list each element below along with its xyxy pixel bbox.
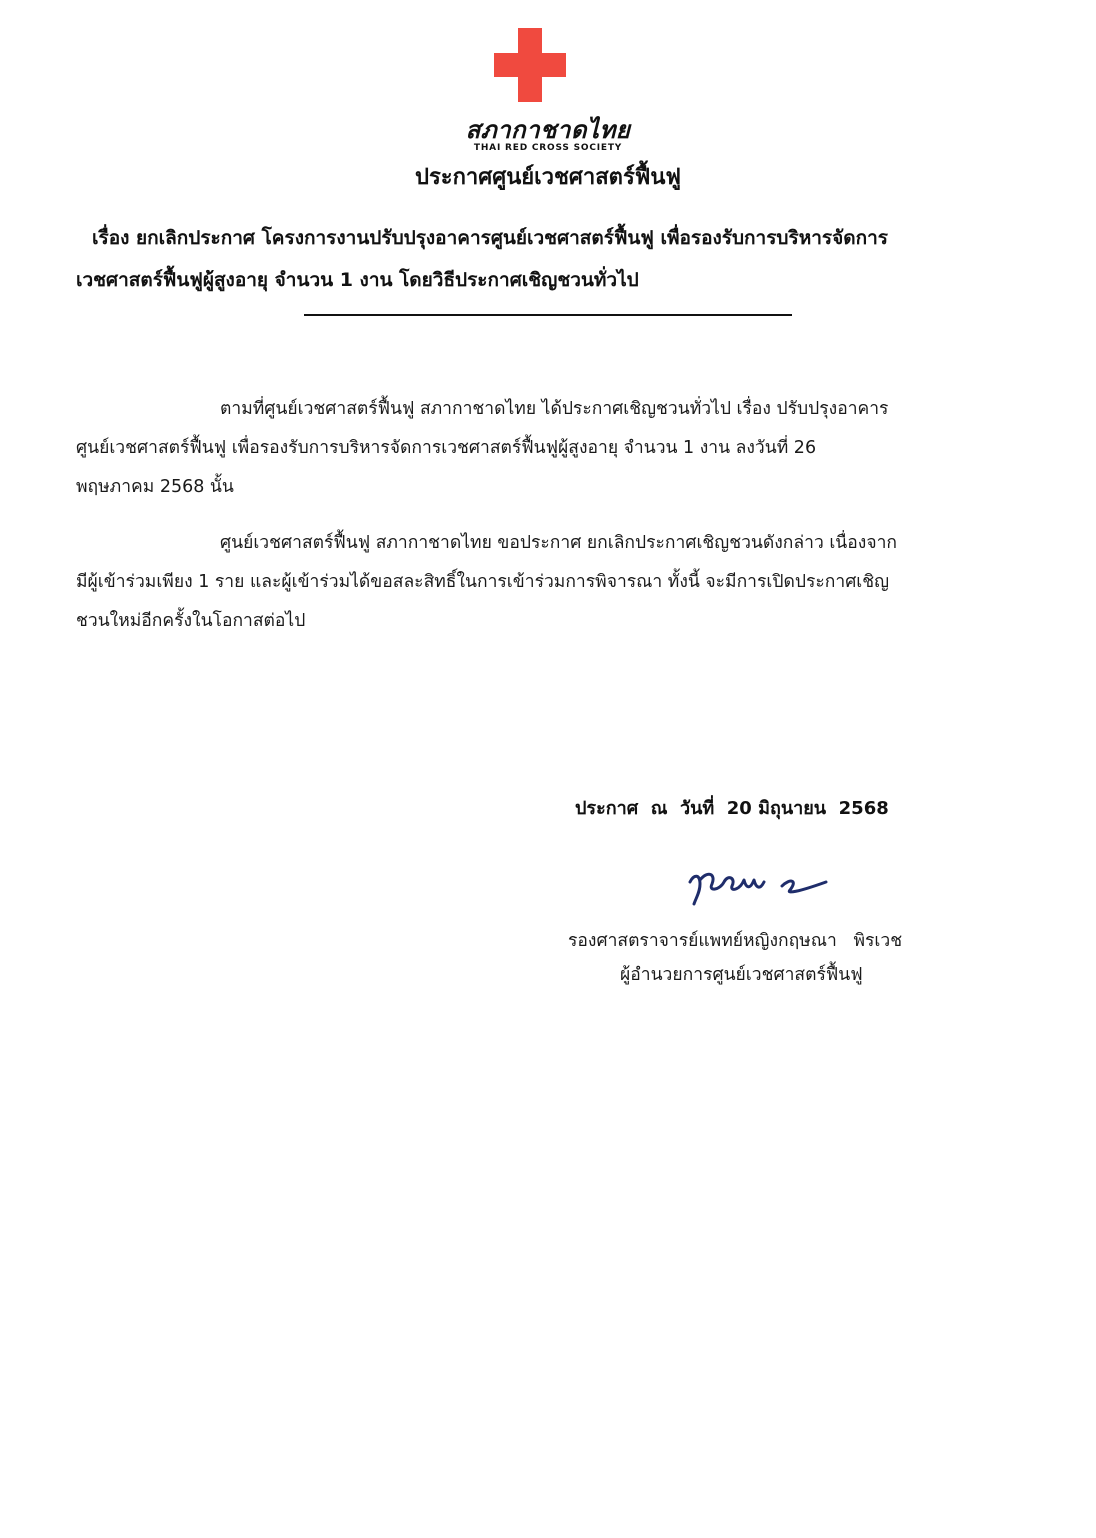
subject-block [76,217,976,301]
subject-line-2: เวชศาสตร์ฟื้นฟูผู้สูงอายุ จำนวน 1 งาน โดยวิธีประกาศเชิญชวนทั่วไป [76,269,639,291]
paragraph-1-line-2: ศูนย์เวชศาสตร์ฟื้นฟู เพื่อรองรับการบริหารจัดการเวชศาสตร์ฟื้นฟูผู้สูงอายุ จำนวน 1 งาน ลงวันที่ 26 [76,438,817,458]
body-paragraph-1 [76,390,982,507]
signer-name: รองศาสตราจารย์แพทย์หญิงกฤษณา พิรเวช [568,931,903,951]
paragraph-2-line-3: ชวนใหม่อีกครั้งในโอกาสต่อไป [76,611,306,631]
red-cross-horizontal-bar [494,53,566,77]
subject-line-1: เรื่อง ยกเลิกประกาศ โครงการงานปรับปรุงอาคารศูนย์เวชศาสตร์ฟื้นฟู เพื่อรองรับการบริหารจัดการ [92,227,888,249]
paragraph-2-line-1: ศูนย์เวชศาสตร์ฟื้นฟู สภากาชาดไทย ขอประกาศ ยกเลิกประกาศเชิญชวนดังกล่าว เนื่องจาก [220,533,898,553]
signature-icon [686,860,836,910]
organization-name-thai: สภากาชาดไทย [465,116,631,144]
paragraph-2-line-2: มีผู้เข้าร่วมเพียง 1 ราย และผู้เข้าร่วมได้ขอสละสิทธิ์ในการเข้าร่วมการพิจารณา ทั้งนี้ จะมีการเปิดประกาศเชิญ [76,572,890,592]
body-paragraph-2 [76,524,982,641]
organization-name-english: THAI RED CROSS SOCIETY [473,143,623,153]
announcement-title: ประกาศศูนย์เวชศาสตร์ฟื้นฟู [415,165,681,190]
issued-date: ประกาศ ณ วันที่ 20 มิถุนายน 2568 [575,798,889,819]
paragraph-1-line-1: ตามที่ศูนย์เวชศาสตร์ฟื้นฟู สภากาชาดไทย ได้ประกาศเชิญชวนทั่วไป เรื่อง ปรับปรุงอาคาร [220,399,889,419]
red-cross-icon [494,28,566,102]
subject-divider [304,314,792,316]
signer-title: ผู้อำนวยการศูนย์เวชศาสตร์ฟื้นฟู [620,965,863,985]
paragraph-1-line-3: พฤษภาคม 2568 นั้น [76,477,234,497]
